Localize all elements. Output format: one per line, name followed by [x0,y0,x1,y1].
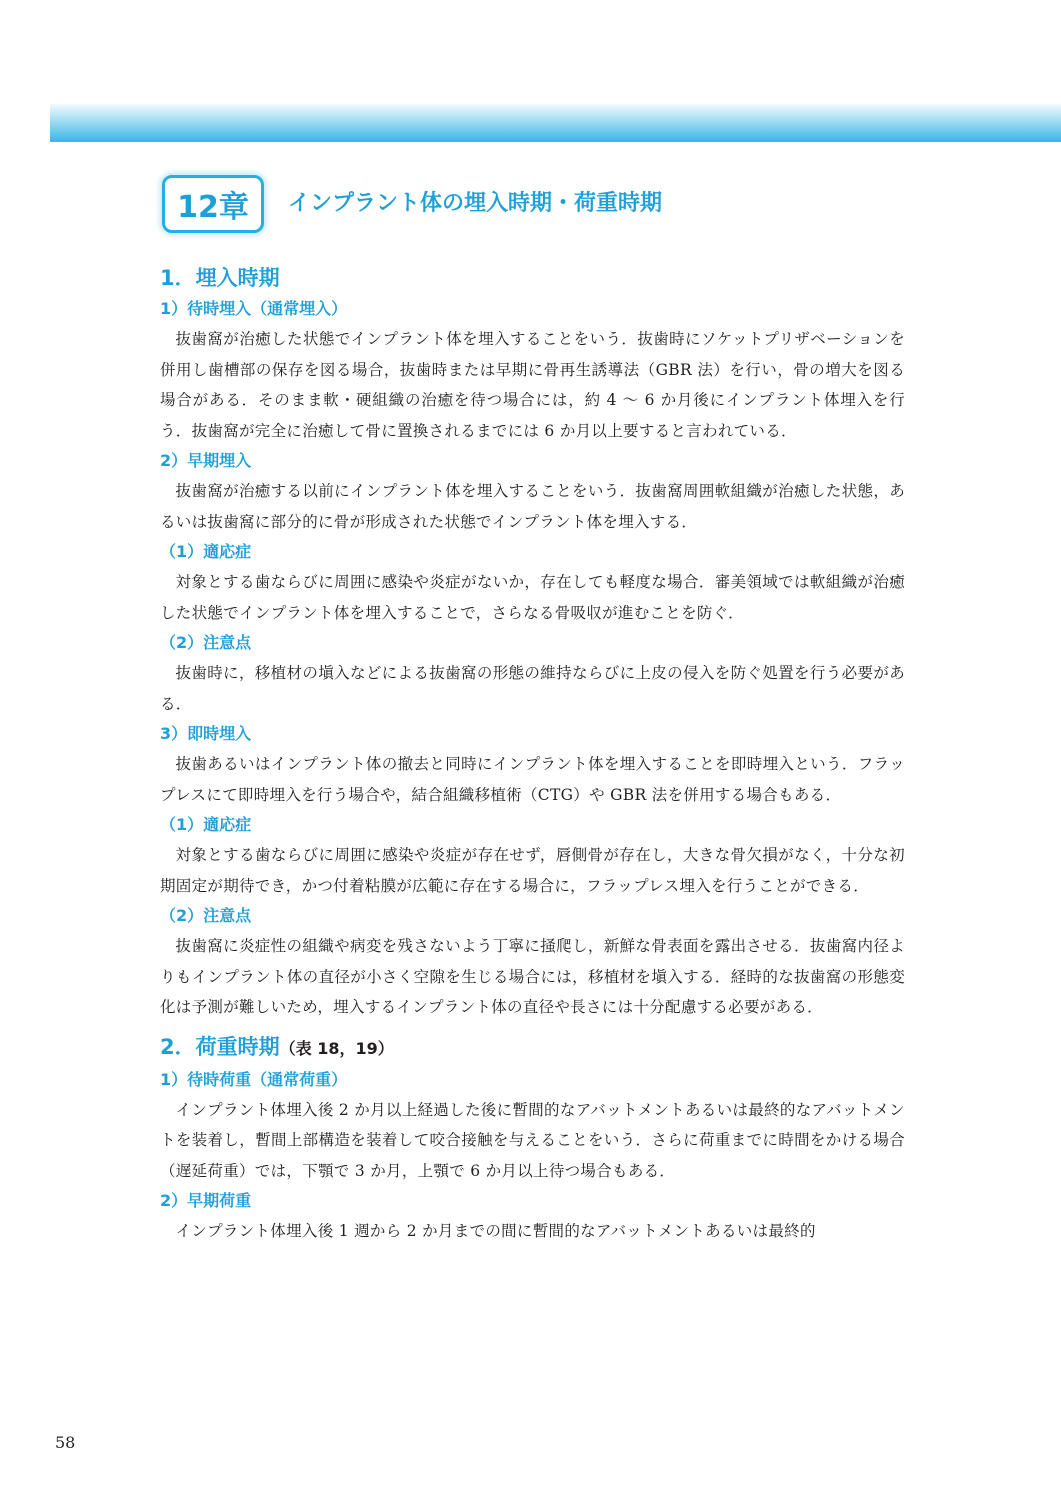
sub-subsection-heading: （2）注意点 [160,633,252,652]
chapter-badge-text: 12章 [177,190,249,225]
header-band [50,104,1061,142]
paragraph: 抜歯窩に炎症性の組織や病変を残さないよう丁寧に掻爬し，新鮮な骨表面を露出させる．抜歯窩内径よりもインプラント体の直径が小さく空隙を生じる場合には，移植材を塡入する．経時的な抜歯窩の形態変化は予測が難しいため，埋入するインプラント体の直径や長さには十分配慮する必要がある． [160,937,905,1016]
paragraph: 抜歯時に，移植材の塡入などによる抜歯窩の形態の維持ならびに上皮の侵入を防ぐ処置を行う必要がある． [160,664,905,713]
sub-subsection-heading: （1）適応症 [160,542,252,561]
subsection-heading: 2）早期荷重 [160,1191,252,1210]
paragraph: 対象とする歯ならびに周囲に感染や炎症がないか，存在しても軽度な場合．審美領域では軟組織が治癒した状態でインプラント体を埋入することで，さらなる骨吸収が進むことを防ぐ． [160,573,905,622]
body-content [160,262,905,1247]
subsection-heading: 3）即時埋入 [160,724,252,743]
paragraph: 対象とする歯ならびに周囲に感染や炎症が存在せず，唇側骨が存在し，大きな骨欠損がなく，十分な初期固定が期待でき，かつ付着粘膜が広範に存在する場合に，フラップレス埋入を行うことができる． [160,846,905,895]
subsection-heading: 1）待時荷重（通常荷重） [160,1069,348,1089]
subsection-heading: 2）早期埋入 [160,451,252,470]
page-number: 58 [55,1433,76,1452]
sub-subsection-heading: （2）注意点 [160,906,252,925]
section-heading: 1．埋入時期 [160,266,280,290]
paragraph: インプラント体埋入後 2 か月以上経過した後に暫間的なアバットメントあるいは最終的なアバットメントを装着し，暫間上部構造を装着して咬合接触を与えることをいう．さらに荷重までに時間をかける場合（遅延荷重）では，下顎で 3 か月，上顎で 6 か月以上待つ場合もある． [160,1100,905,1180]
paragraph: 抜歯あるいはインプラント体の撤去と同時にインプラント体を埋入することを即時埋入という．フラップレスにて即時埋入を行う場合や，結合組織移植術（CTG）や GBR 法を併用する場合もある． [160,755,905,804]
chapter-badge [162,175,264,233]
paragraph: 抜歯窩が治癒した状態でインプラント体を埋入することをいう．抜歯時にソケットプリザベーションを併用し歯槽部の保存を図る場合，抜歯時または早期に骨再生誘導法（GBR 法）を行い，骨の増大を図る場合がある．そのまま軟・硬組織の治癒を待つ場合には，約 4 ～ 6 か月後にインプラント体埋入を行う．抜歯窩が完全に治癒して骨に置換されるまでには 6 か月以上要すると言われている． [160,330,905,440]
chapter-title: インプラント体の埋入時期・荷重時期 [288,191,663,216]
subsection-heading: 1）待時埋入（通常埋入） [160,299,348,318]
sub-subsection-heading: （1）適応症 [160,815,252,834]
paragraph: インプラント体埋入後 1 週から 2 か月までの間に暫間的なアバットメントあるいは最終的 [175,1222,816,1240]
section-heading: 2．荷重時期（表 18，19） [160,1034,394,1059]
paragraph: 抜歯窩が治癒する以前にインプラント体を埋入することをいう．抜歯窩周囲軟組織が治癒した状態，あるいは抜歯窩に部分的に骨が形成された状態でインプラント体を埋入する． [160,482,905,531]
table-reference: （表 18，19） [279,1038,394,1058]
